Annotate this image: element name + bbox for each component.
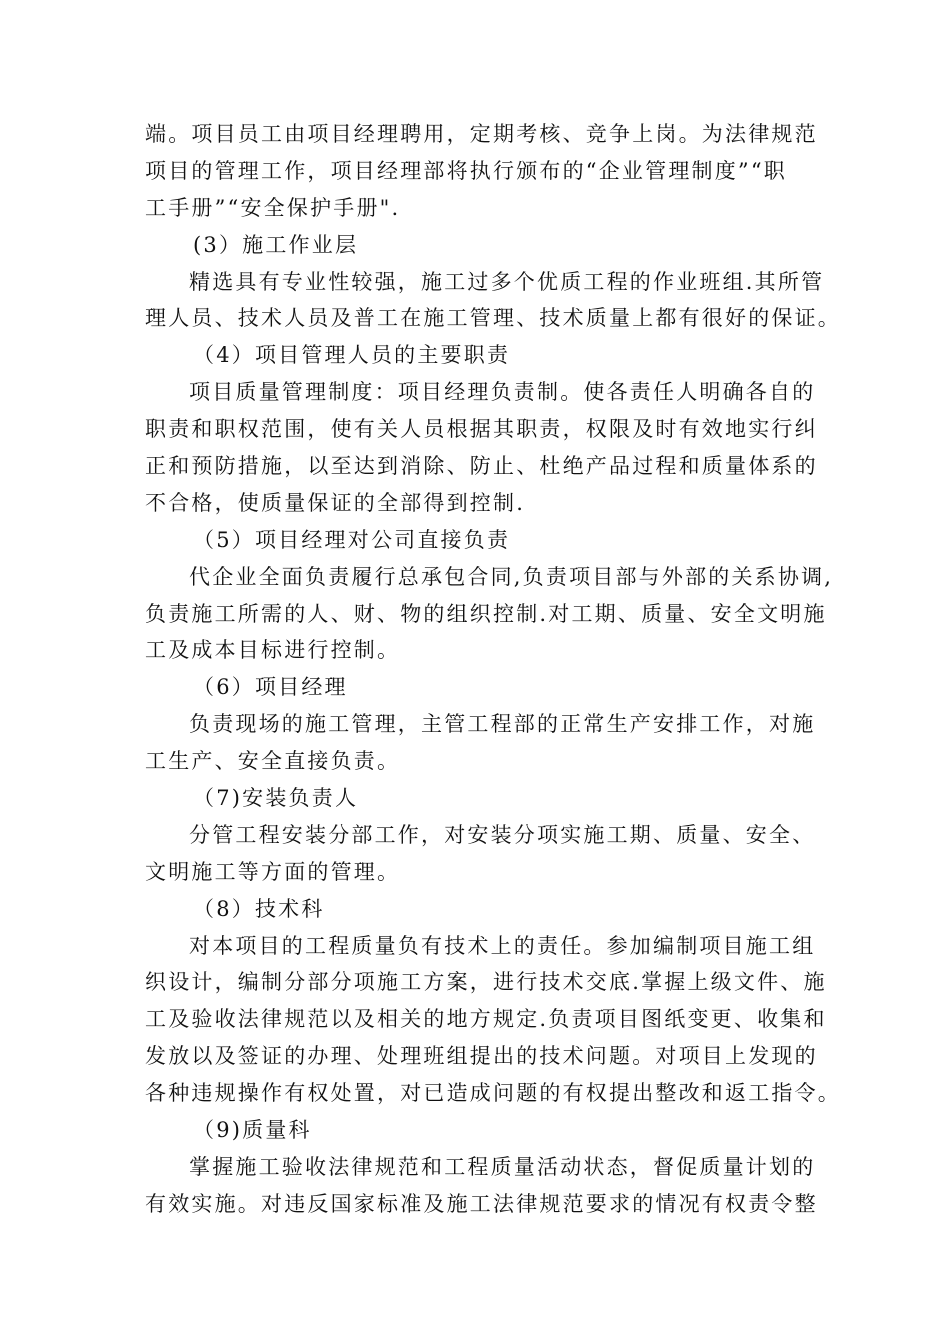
paragraph-line: 织设计，编制分部分项施工方案，进行技术交底.掌握上级文件、施 [145,970,827,995]
paragraph-line: 项目的管理工作，项目经理部将执行颁布的“企业管理制度”“职 [145,158,788,183]
paragraph-line: 工及验收法律规范以及相关的地方规定.负责项目图纸变更、收集和 [145,1007,827,1032]
section-heading: （6）项目经理 [193,675,348,700]
paragraph-line: 端。项目员工由项目经理聘用，定期考核、竞争上岗。为法律规范 [145,122,818,146]
document-body [145,116,841,1223]
paragraph-line: 工及成本目标进行控制。 [145,638,401,663]
paragraph-line: 精选具有专业性较强，施工过多个优质工程的作业班组.其所管 [189,269,825,294]
section-heading: （5）项目经理对公司直接负责 [193,527,511,552]
paragraph-line: 文明施工等方面的管理。 [145,859,401,884]
paragraph-line: 各种违规操作有权处置，对已造成问题的有权提出整改和返工指令。 [145,1081,841,1106]
paragraph-line: 工手册”“安全保护手册". [145,195,401,220]
paragraph-line: 职责和职权范围，使有关人员根据其职责，权限及时有效地实行纠 [145,417,818,442]
paragraph-line: 正和预防措施，以至达到消除、防止、杜绝产品过程和质量体系的 [145,454,818,479]
paragraph-line: 项目质量管理制度：项目经理负责制。使各责任人明确各自的 [189,380,816,405]
section-heading: （9)质量科 [193,1118,312,1143]
paragraph-line: 分管工程安装分部工作，对安装分项实施工期、质量、安全、 [189,822,816,847]
paragraph-line: 掌握施工验收法律规范和工程质量活动状态，督促质量计划的 [189,1154,816,1179]
section-heading: (3）施工作业层 [193,232,359,257]
section-heading: （4）项目管理人员的主要职责 [193,343,511,368]
paragraph-line: 不合格，使质量保证的全部得到控制. [145,490,526,515]
paragraph-line: 发放以及签证的办理、处理班组提出的技术问题。对项目上发现的 [145,1044,818,1069]
paragraph-line: 对本项目的工程质量负有技术上的责任。参加编制项目施工组 [189,933,816,958]
paragraph-line: 工生产、安全直接负责。 [145,749,401,774]
paragraph-line: 负责施工所需的人、财、物的组织控制.对工期、质量、安全文明施 [145,601,827,626]
paragraph-line: 负责现场的施工管理，主管工程部的正常生产安排工作，对施 [189,712,816,737]
paragraph-line: 代企业全面负责履行总承包合同,负责项目部与外部的关系协调, [189,564,834,589]
section-heading: （7)安装负责人 [193,786,359,811]
section-heading: （8）技术科 [193,896,325,921]
paragraph-line: 有效实施。对违反国家标准及施工法律规范要求的情况有权责令整 [145,1191,818,1216]
paragraph-line: 理人员、技术人员及普工在施工管理、技术质量上都有很好的保证。 [145,306,841,331]
